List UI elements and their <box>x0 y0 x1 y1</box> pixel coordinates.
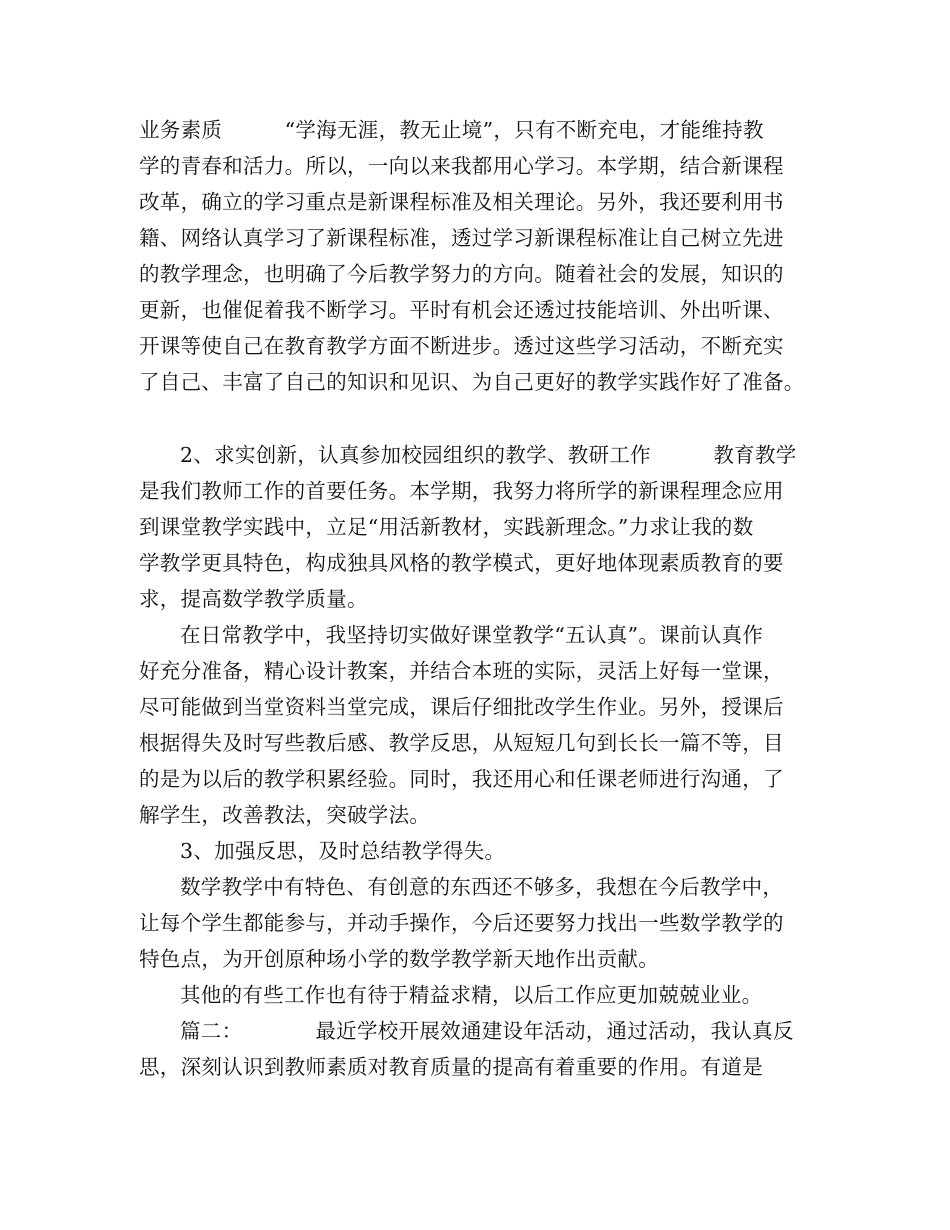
paragraph-line: 籍、网络认真学习了新课程标准，透过学习新课程标准让自己树立先进 <box>139 226 784 250</box>
paragraph-line: 尽可能做到当堂资料当堂完成，课后仔细批改学生作业。另外，授课后 <box>139 695 784 719</box>
paragraph-line: 的是为以后的教学积累经验。同时，我还用心和任课老师进行沟通，了 <box>139 767 784 791</box>
paragraph-line: 改革，确立的学习重点是新课程标准及相关理论。另外，我还要利用书 <box>139 190 784 214</box>
paragraph-line: 其他的有些工作也有待于精益求精，以后工作应更加兢兢业业。 <box>180 983 763 1007</box>
paragraph-line: 根据得失及时写些教后感、教学反思，从短短几句到长长一篇不等，目 <box>139 731 784 755</box>
paragraph-line: 到课堂教学实践中，立足“用活新教材，实践新理念。”力求让我的数 <box>139 515 754 539</box>
paragraph-line: 学的青春和活力。所以，一向以来我都用心学习。本学期，结合新课程 <box>139 154 784 178</box>
paragraph-line: 解学生，改善教法，突破学法。 <box>139 803 431 827</box>
paragraph-line: 在日常教学中，我坚持切实做好课堂教学“五认真”。课前认真作 <box>180 623 764 647</box>
paragraph-line: 业务素质 “学海无涯，教无止境”，只有不断充电，才能维持教 <box>139 118 764 142</box>
section-heading-line: 篇二： 最近学校开展效通建设年活动，通过活动，我认真反 <box>180 1019 794 1043</box>
paragraph-line: 思，深刻认识到教师素质对教育质量的提高有着重要的作用。有道是 <box>139 1055 763 1079</box>
paragraph-line: 让每个学生都能参与，并动手操作，今后还要努力找出一些数学教学的 <box>139 911 784 935</box>
paragraph-line: 了自己、丰富了自己的知识和见识、为自己更好的教学实践作好了准备。 <box>139 370 805 394</box>
paragraph-line: 数学教学中有特色、有创意的东西还不够多，我想在今后教学中， <box>180 875 784 899</box>
paragraph-line: 求，提高数学教学质量。 <box>139 587 368 611</box>
paragraph-line: 特色点，为开创原种场小学的数学教学新天地作出贡献。 <box>139 947 659 971</box>
paragraph-line: 是我们教师工作的首要任务。本学期，我努力将所学的新课程理念应用 <box>139 479 784 503</box>
paragraph-line: 更新，也催促着我不断学习。平时有机会还透过技能培训、外出听课、 <box>139 298 784 322</box>
section-heading-line: 2、求实创新，认真参加校园组织的教学、教研工作 教育教学 <box>180 443 797 467</box>
paragraph-line: 学教学更具特色，构成独具风格的教学模式，更好地体现素质教育的要 <box>139 551 784 575</box>
paragraph-line: 的教学理念，也明确了今后教学努力的方向。随着社会的发展，知识的 <box>139 262 784 286</box>
paragraph-line: 好充分准备，精心设计教案，并结合本班的实际，灵活上好每一堂课， <box>139 659 784 683</box>
paragraph-line: 开课等使自己在教育教学方面不断进步。透过这些学习活动，不断充实 <box>139 334 784 358</box>
section-heading-line: 3、加强反思，及时总结教学得失。 <box>180 839 506 863</box>
